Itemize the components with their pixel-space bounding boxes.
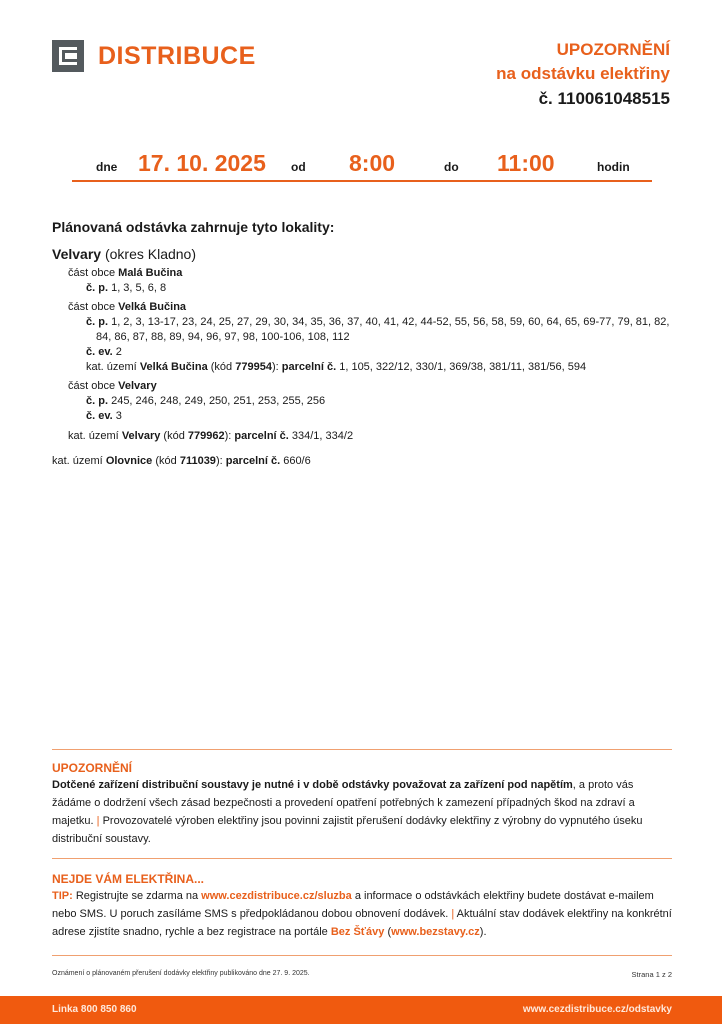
hours-label: hodin <box>597 160 630 174</box>
localities-section <box>52 220 682 469</box>
logo-text: DISTRIBUCE <box>98 41 256 70</box>
notice-title <box>496 38 670 112</box>
house-numbers: č. p. 1, 2, 3, 13-17, 23, 24, 25, 27, 29, 30, 34, 35, 36, 37, 40, 41, 42, 44-52, 55, 56, 58, 59, 60, 64, 65, 69-77, 79, 81, 82, 84, 86, 87, 88, 89, 94, 96, 97, 98, 100-106, 108, 112 <box>86 316 670 343</box>
cadastral-area: kat. území Velká Bučina (kód 779954): parcelní č. 1, 105, 322/12, 330/1, 369/38, 381/11, 381/56, 594 <box>86 361 587 373</box>
bez-stavy-link[interactable]: Bez Šťávy <box>330 926 385 938</box>
divider <box>52 858 672 859</box>
publication-note: Oznámení o plánovaném přerušení dodávky elektřiny publikováno dne 27. 9. 2025. <box>52 970 310 977</box>
bezstavy-url-link[interactable]: www.bezstavy.cz <box>391 926 480 938</box>
town-name: Velvary <box>52 246 102 262</box>
schedule-line <box>72 148 652 182</box>
part-of-town: část obce Velká Bučina <box>68 301 187 313</box>
hotline[interactable]: Linka 800 850 860 <box>52 1004 137 1015</box>
to-time: 11:00 <box>497 150 555 176</box>
house-numbers: č. p. 1, 3, 5, 6, 8 <box>86 282 167 294</box>
house-numbers: č. p. 245, 246, 248, 249, 250, 251, 253, 255, 256 <box>86 395 326 407</box>
warning-title: UPOZORNĚNÍ <box>52 761 133 775</box>
divider <box>52 749 672 750</box>
outage-date: 17. 10. 2025 <box>138 150 266 176</box>
company-logo <box>52 40 256 72</box>
warning-text: Dotčené zařízení distribuční soustavy je nutné i v době odstávky považovat za zařízení pod napětím, a proto vás žádáme o dodržení všech zásad bezpečnosti a provedení opatření potřebných k zamezení případných škod na zdraví a majetku. | Provozovatelé výroben elektřiny jsou povinni zajistit přerušení dodávky elektřiny z výrobny do vypnutého úseku distribuční soustavy. <box>52 779 643 845</box>
page-number: Strana 1 z 2 <box>631 970 672 979</box>
tip-section <box>52 871 674 941</box>
registration-link[interactable]: www.cezdistribuce.cz/sluzba <box>201 890 352 902</box>
tip-title: NEJDE VÁM ELEKTŘINA... <box>52 872 205 886</box>
town-district: (okres Kladno) <box>104 246 196 262</box>
part-name: Malá Bučina <box>118 267 183 279</box>
day-label: dne <box>96 160 118 174</box>
cadastral-area: kat. území Velvary (kód 779962): parcelní č. 334/1, 334/2 <box>68 430 354 442</box>
notice-subheading: na odstávku elektřiny <box>496 64 670 83</box>
from-label: od <box>291 160 306 174</box>
tip-text: TIP: Registrujte se zdarma na www.cezdistribuce.cz/sluzba a informace o odstávkách elektřiny budete dostávat e-mailem nebo SMS. U poruch zasíláme SMS s předpokládanou dobou obnovení dodávek. | Aktuální stav dodávek elektřiny na konkrétní adrese zjistíte snadno, rychle a bez registrace na portále Bez Šťávy (www.bezstavy.cz). <box>52 890 672 938</box>
part-of-town: část obce Velvary <box>68 380 157 392</box>
warning-section <box>52 760 674 848</box>
registry-numbers: č. ev. 2 <box>86 346 122 358</box>
cadastral-area: kat. území Olovnice (kód 711039): parcelní č. 660/6 <box>52 455 311 467</box>
registry-numbers: č. ev. 3 <box>86 410 122 422</box>
from-time: 8:00 <box>349 150 396 176</box>
website-link[interactable]: www.cezdistribuce.cz/odstavky <box>522 1004 672 1015</box>
to-label: do <box>444 160 459 174</box>
part-name: Velvary <box>118 380 157 392</box>
notice-heading: UPOZORNĚNÍ <box>556 40 670 59</box>
footer-bar <box>0 996 722 1024</box>
notice-number: č. 110061048515 <box>538 89 670 108</box>
localities-heading: Plánovaná odstávka zahrnuje tyto lokality: <box>52 219 335 235</box>
town <box>52 247 682 262</box>
part-name: Velká Bučina <box>118 301 187 313</box>
divider <box>52 955 672 956</box>
cez-logo-icon <box>52 40 84 72</box>
part-of-town: část obce Malá Bučina <box>68 267 183 279</box>
